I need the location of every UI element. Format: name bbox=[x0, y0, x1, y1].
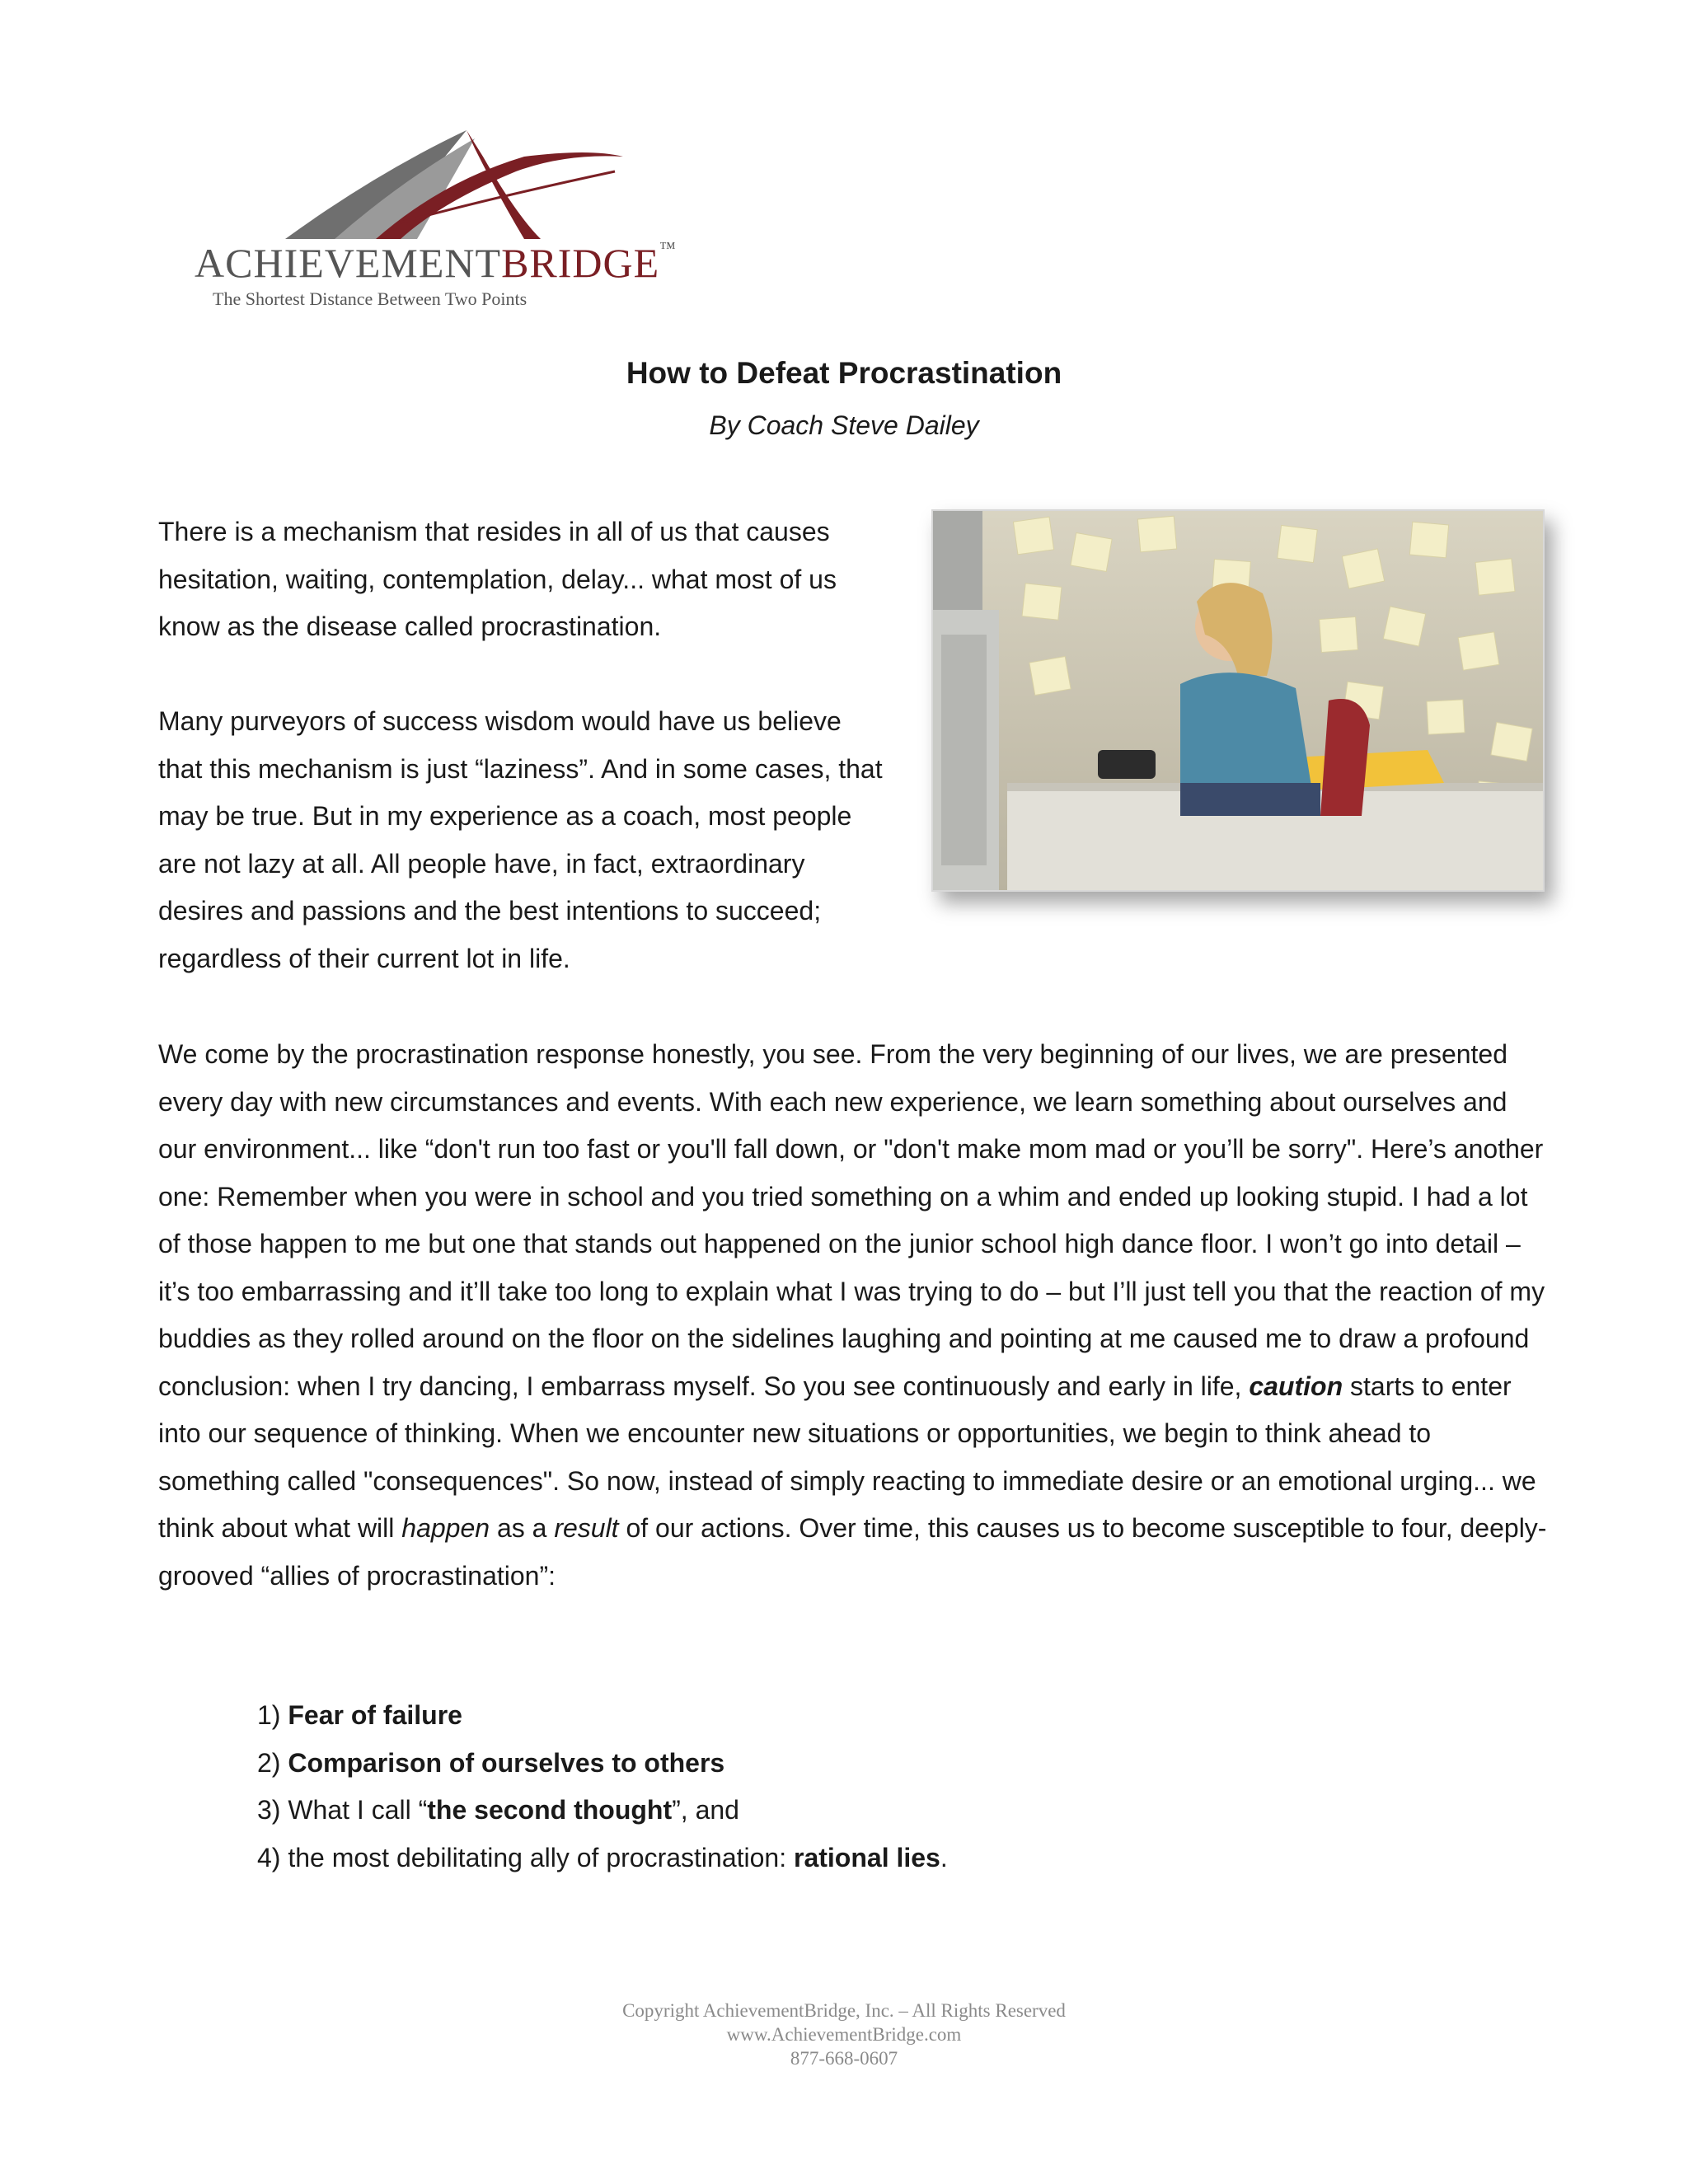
list-item-prefix: 2) bbox=[257, 1747, 288, 1778]
paragraph-3-text: starts to enter into our sequence of thinking. When we encounter new situations or opportunities, we begin to think ahead to something called "consequences". So now, instead of simply reacting to immediate desire or an emotional urging... we think about what will bbox=[158, 1371, 1536, 1543]
list-item bbox=[257, 1835, 948, 1882]
list-item-suffix: ”, and bbox=[672, 1795, 739, 1825]
list-item-suffix: . bbox=[940, 1842, 948, 1872]
office-photo bbox=[931, 509, 1545, 892]
logo-tagline: The Shortest Distance Between Two Points bbox=[213, 288, 528, 309]
emphasis-happen: happen bbox=[401, 1513, 490, 1543]
list-item-prefix: 1) bbox=[257, 1700, 288, 1730]
company-logo bbox=[195, 124, 677, 313]
footer-copyright: Copyright AchievementBridge, Inc. – All Rights Reserved bbox=[622, 2000, 1066, 2021]
list-item bbox=[257, 1740, 948, 1788]
paragraph-2: Many purveyors of success wisdom would have us believe that this mechanism is just “laziness”. And in some cases, that may be true. But in my experience as a coach, most people are not lazy at all. All people have, in fact, extraordinary desires and passions and the best intentions to succeed; regardless of their current lot in life. bbox=[158, 706, 883, 973]
list-item-prefix: 4) the most debilitating ally of procrastination: bbox=[257, 1842, 794, 1872]
logo-word-bridge: BRIDGE bbox=[501, 240, 660, 286]
logo-wordmark bbox=[195, 239, 677, 287]
footer-website: www.AchievementBridge.com bbox=[726, 2024, 962, 2045]
list-item-bold: the second thought bbox=[427, 1795, 673, 1825]
trademark-symbol: ™ bbox=[659, 239, 677, 257]
paragraph-3-text: We come by the procrastination response honestly, you see. From the very beginning of our lives, we are presented every day with new circumstances and events. With each new experience, we learn something about ourselves and our environment... like “don't run too fast or you'll fall down, or "don't make mom mad or you’ll be sorry". Here’s another one: Remember when you were in school and you tried something on a whim and ended up looking stupid. I had a lot of those happen to me but one that stands out happened on the junior school high dance floor. I won’t go into detail – it’s too embarrassing and it’ll take too long to explain what I was trying to do – but I’ll just tell you that the reaction of my buddies as they rolled around on the floor on the sidelines laughing and pointing at me caused me to draw a profound conclusion: when I try dancing, I embarrass myself. So you see continuously and early in life, bbox=[158, 1039, 1545, 1401]
paragraph-3-text: of our actions. Over time, this causes us to become susceptible to four, deeply-grooved “allies of procrastination”: bbox=[158, 1513, 1547, 1591]
list-item bbox=[257, 1787, 948, 1835]
paragraph-3-text: as a bbox=[490, 1513, 555, 1543]
list-item-prefix: 3) What I call “ bbox=[257, 1795, 428, 1825]
page-footer bbox=[0, 1999, 1688, 2070]
logo-word-achievement: ACHIEVEMENT bbox=[195, 240, 502, 286]
list-item-bold: Comparison of ourselves to others bbox=[288, 1747, 725, 1778]
list-item-bold: Fear of failure bbox=[288, 1700, 462, 1730]
emphasis-caution: caution bbox=[1249, 1371, 1343, 1401]
emphasis-result: result bbox=[554, 1513, 619, 1543]
list-item bbox=[257, 1692, 948, 1740]
woman-at-desk-image bbox=[933, 511, 1543, 890]
paragraph-3 bbox=[158, 1031, 1551, 1600]
bridge-arch-icon bbox=[277, 124, 656, 247]
allies-list bbox=[257, 1692, 948, 1882]
author-byline: By Coach Steve Dailey bbox=[709, 410, 979, 440]
paragraph-1: There is a mechanism that resides in all of us that causes hesitation, waiting, contemplation, delay... what most of us know as the disease called procrastination. bbox=[158, 517, 837, 641]
document-title: How to Defeat Procrastination bbox=[626, 356, 1062, 390]
footer-phone: 877-668-0607 bbox=[790, 2048, 898, 2069]
list-item-bold: rational lies bbox=[794, 1842, 940, 1872]
